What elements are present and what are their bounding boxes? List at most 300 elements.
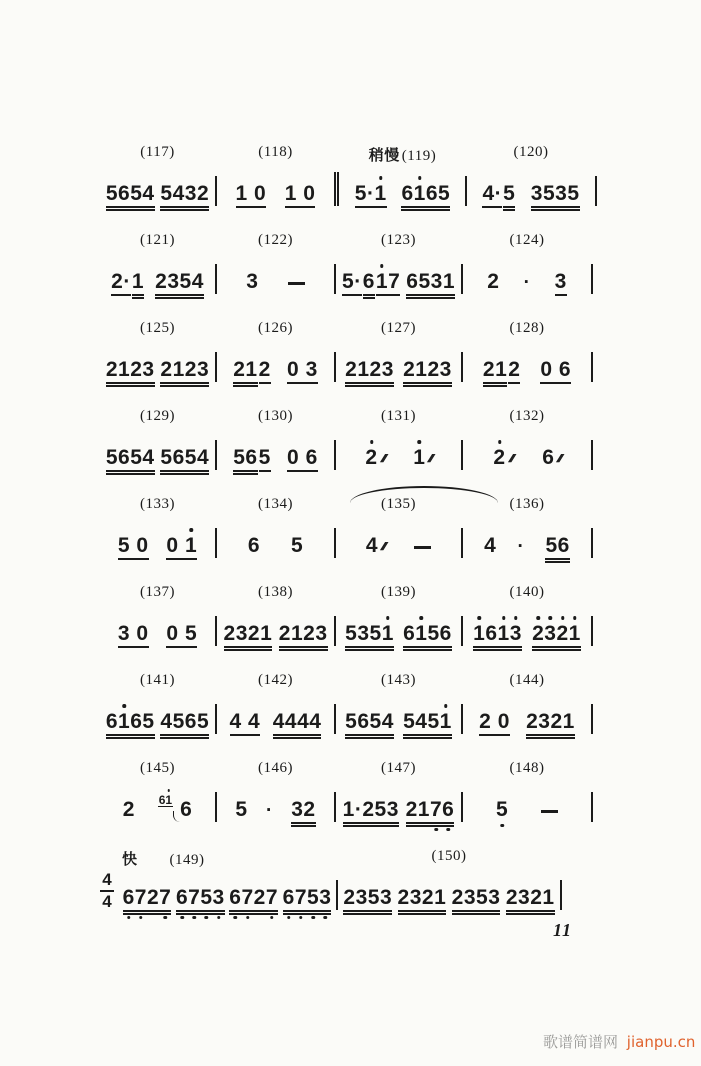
note-group: [259, 447, 271, 468]
measure: [336, 408, 461, 478]
beam-line: [106, 385, 155, 387]
beat-group: [496, 799, 508, 820]
note-digit: 5: [290, 534, 304, 557]
note-group: [291, 799, 315, 820]
note-group: [452, 887, 501, 908]
note-group: [106, 447, 155, 468]
note-digit: 6: [172, 446, 185, 469]
note-digit: 2: [303, 622, 316, 645]
beam-line: [291, 822, 315, 824]
beam-line: [273, 737, 322, 739]
note-group: [180, 799, 192, 820]
note-digit: 3: [518, 886, 531, 909]
note-digit: 6: [485, 622, 498, 645]
note-group: [176, 887, 225, 908]
note-digit: 6: [558, 358, 572, 381]
beat-group: [487, 271, 499, 292]
note-digit: 3: [538, 710, 551, 733]
note-digit: 3: [184, 182, 197, 205]
note-group: [160, 359, 209, 380]
measure-number: (139): [381, 584, 416, 600]
note-digit: 4: [142, 182, 155, 205]
measure-number: (122): [258, 232, 293, 248]
beam-line: [403, 646, 452, 648]
note-digit: 5: [438, 182, 451, 205]
note-group: [160, 447, 209, 468]
measure: [463, 672, 591, 742]
note-group: [403, 623, 452, 644]
note-digit: 6: [357, 710, 370, 733]
beam-line: [531, 206, 580, 208]
beam-line: [406, 825, 455, 827]
beat-group: [482, 183, 515, 204]
beam-line: [401, 209, 450, 211]
measure-notes: [463, 431, 591, 479]
measure: [336, 584, 461, 654]
beat-group: [123, 799, 135, 820]
note-group: [398, 887, 447, 908]
note-group: [487, 271, 499, 292]
beat-group: [479, 711, 510, 732]
note-group: [266, 801, 273, 820]
beam-line: [540, 382, 571, 384]
beat-group: [532, 623, 581, 644]
note-digit: 6: [442, 799, 454, 820]
measure: [336, 496, 461, 566]
note-digit: 2: [403, 358, 416, 381]
note-digit: 3: [379, 886, 393, 909]
beat-group: [246, 271, 258, 292]
note-digit: 1: [185, 535, 197, 556]
measure: [217, 408, 334, 478]
beat-group: [236, 183, 267, 204]
measure-number: (149): [169, 852, 205, 868]
measure-label-line: [100, 320, 215, 343]
beam-line: [482, 206, 502, 208]
measure: [463, 760, 591, 830]
beam-line: [526, 734, 575, 736]
measure-notes: [463, 519, 591, 567]
measure-notes: [100, 255, 215, 303]
measure-notes: [100, 431, 215, 479]
note-digit: 1: [569, 623, 581, 644]
measure-number: (127): [381, 320, 416, 336]
note-group: [526, 711, 575, 732]
note-digit: 4: [160, 710, 173, 733]
beat-group: [343, 799, 399, 820]
measure-notes: [336, 519, 461, 567]
note-digit: 2: [258, 358, 271, 381]
measure: [217, 760, 334, 830]
note-digit: 2: [526, 710, 539, 733]
note-digit: 3: [430, 270, 443, 293]
beam-line: [224, 646, 273, 648]
note-digit: 3: [357, 622, 370, 645]
octave-dot-below: [192, 916, 196, 920]
measure-number: (125): [140, 320, 175, 336]
note-digit: ·: [354, 798, 363, 821]
measure: [100, 144, 215, 214]
note-group: [160, 711, 209, 732]
beat-group: [345, 711, 394, 732]
octave-dot-above: [379, 176, 383, 180]
double-barline: [334, 172, 336, 206]
note-digit: 6: [247, 534, 261, 557]
beam-line: [160, 734, 209, 736]
end-barline: [591, 528, 593, 558]
note-digit: 1: [473, 623, 485, 644]
beam-line: [376, 294, 400, 296]
measure-label-line: [100, 144, 215, 167]
end-barline: [560, 880, 562, 910]
note-digit: 4: [196, 446, 210, 469]
beat-group: [403, 711, 452, 732]
note-digit: 6: [118, 182, 131, 205]
score: [100, 126, 620, 918]
beat-group: [406, 271, 455, 292]
measure-notes: [463, 783, 591, 831]
note-digit: 4: [484, 534, 497, 557]
measure-notes: [217, 519, 334, 567]
page-number: 11: [553, 920, 573, 940]
measure: [100, 496, 215, 566]
beat-group: [287, 447, 318, 468]
note-digit: 3: [291, 798, 304, 821]
measure-label-line: [217, 144, 334, 167]
beat-group: [366, 535, 384, 556]
measure-label-line: [336, 672, 461, 695]
note-digit: 4: [229, 710, 242, 733]
beam-line: [224, 649, 273, 651]
tempo-marking: 快: [122, 850, 138, 868]
measure-notes: [463, 695, 591, 743]
beat-group: [345, 623, 394, 644]
beam-line: [123, 913, 172, 915]
octave-dot-below: [180, 916, 184, 920]
note-group: [376, 271, 400, 292]
note-digit: 5: [418, 270, 431, 293]
note-digit: 6: [542, 446, 555, 469]
measure-notes: [338, 871, 560, 919]
beat-group: [123, 887, 172, 908]
beam-line: [106, 209, 155, 211]
note-digit: 5: [196, 710, 210, 733]
note-group: [106, 359, 155, 380]
measure-notes: [217, 431, 334, 479]
beat-group: [345, 359, 394, 380]
measure-label-line: [336, 408, 461, 431]
measure-number: (138): [258, 584, 293, 600]
beat-group: [542, 446, 563, 469]
beam-line: [236, 206, 267, 208]
note-group: [345, 623, 394, 644]
note-digit: 0: [136, 534, 149, 557]
note-digit: 3: [510, 623, 522, 644]
note-group: [555, 271, 567, 292]
beam-line: [531, 209, 580, 211]
beam-line: [160, 473, 209, 475]
note-digit: 2: [345, 358, 358, 381]
measure-notes: [217, 343, 334, 391]
note-group: [229, 887, 278, 908]
note-digit: 0: [497, 710, 510, 733]
note-digit: 1: [382, 623, 394, 644]
note-digit: 1: [374, 183, 386, 204]
note-digit: 3: [213, 887, 225, 908]
score-row: [100, 214, 620, 302]
note-digit: 5: [496, 799, 508, 820]
note-digit: 3: [409, 886, 422, 909]
note-digit: 5: [403, 710, 416, 733]
time-signature-top: 4: [102, 870, 112, 889]
beam-line: [160, 737, 209, 739]
octave-dot-above: [549, 616, 553, 620]
measure: [463, 584, 591, 654]
note-digit: 5: [345, 622, 358, 645]
note-digit: 1: [498, 623, 510, 644]
beam-line: [160, 382, 209, 384]
note-digit: 1: [260, 622, 273, 645]
beat-group: [285, 183, 316, 204]
measure-notes: [336, 431, 461, 479]
measure-label-line: [100, 232, 215, 255]
measure: [217, 496, 334, 566]
note-group: [401, 183, 450, 204]
note-digit: 4: [482, 182, 495, 205]
note-digit: 3: [355, 886, 368, 909]
octave-dot-above: [561, 616, 565, 620]
octave-dot-below: [217, 916, 221, 920]
beat-group: [233, 447, 271, 468]
note-digit: 2: [550, 710, 563, 733]
beam-line: [166, 558, 197, 560]
note-group: [246, 271, 258, 292]
note-group: [287, 447, 318, 468]
beat-group: [224, 623, 273, 644]
note-digit: 0: [136, 622, 149, 645]
measure-number: (120): [513, 144, 549, 160]
beat-group: [524, 273, 531, 292]
beat-group: [118, 535, 149, 556]
tremolo-icon: ///: [379, 453, 386, 465]
note-digit: 7: [188, 887, 200, 908]
note-digit: 5: [142, 710, 155, 733]
note-digit: 2: [427, 358, 440, 381]
score-row: [100, 830, 620, 918]
note-digit: 7: [135, 887, 147, 908]
note-digit: 5: [427, 710, 440, 733]
note-group: [483, 359, 507, 380]
note-digit: 4: [172, 182, 185, 205]
beat-group: [176, 887, 225, 908]
beat-group: [266, 801, 273, 820]
octave-dot-above: [418, 440, 422, 444]
note-group: [496, 799, 508, 820]
beat-group: [545, 535, 569, 556]
beam-line: [403, 737, 452, 739]
beat-group: [106, 183, 155, 204]
beat-group: [413, 446, 434, 469]
measure-label-line: [340, 144, 465, 167]
note-digit: 3: [555, 182, 568, 205]
note-group: [166, 535, 197, 556]
measure-number: (145): [140, 760, 175, 776]
beam-line: [473, 649, 522, 651]
note-digit: 1: [245, 358, 258, 381]
note-digit: 3: [386, 798, 399, 821]
beat-group: [160, 447, 209, 468]
score-row: [100, 126, 620, 214]
note-digit: 3: [142, 358, 155, 381]
note-digit: 1: [290, 622, 304, 645]
octave-dot-above: [167, 789, 170, 792]
beat-group: [111, 271, 144, 292]
note-group: [540, 359, 571, 380]
watermark-site-url[interactable]: jianpu.cn: [626, 1033, 696, 1051]
note-digit: 6: [180, 798, 193, 821]
note-digit: 2: [508, 358, 521, 381]
measure-label-line: [100, 496, 215, 519]
note-digit: 5: [345, 710, 358, 733]
note-group: [403, 359, 452, 380]
beat-group: [155, 271, 204, 292]
note-digit: 1: [118, 358, 131, 381]
note-digit: 5: [200, 887, 212, 908]
note-digit: 2: [397, 886, 410, 909]
beam-line: [343, 913, 392, 915]
beam-line: [345, 737, 394, 739]
note-digit: 4: [365, 534, 379, 557]
score-row: [100, 478, 620, 566]
beam-line: [155, 294, 204, 296]
note-group: [160, 183, 209, 204]
beam-line: [287, 470, 318, 472]
note-digit: 1: [118, 711, 130, 732]
beam-line: [106, 206, 155, 208]
note-digit: 1: [131, 270, 144, 293]
measure-number: (148): [509, 760, 545, 776]
beam-line: [285, 206, 316, 208]
note-digit: 1: [284, 182, 297, 205]
beam-line: [279, 646, 328, 648]
note-digit: 3: [319, 887, 331, 908]
note-digit: 4: [142, 446, 155, 469]
measure-label-line: [336, 584, 461, 607]
end-barline: [591, 704, 593, 734]
note-group: [230, 711, 261, 732]
note-group: [259, 359, 271, 380]
octave-dot-below: [139, 916, 143, 920]
beam-line: [229, 910, 278, 912]
octave-dot-below: [164, 916, 168, 920]
measure-notes: [336, 255, 461, 303]
beat-group: [506, 887, 555, 908]
grace-note-group: [158, 793, 193, 821]
note-digit: 2: [421, 886, 435, 909]
note-digit: 4: [248, 710, 261, 733]
note-digit: 0: [303, 182, 316, 205]
octave-dot-above: [573, 616, 577, 620]
measure-number: (150): [431, 848, 467, 864]
measure-notes: [336, 607, 461, 655]
beam-line: [106, 737, 155, 739]
beam-line: [233, 473, 257, 475]
measure: [100, 320, 215, 390]
tremolo-icon: ///: [379, 541, 386, 553]
octave-dot-below: [311, 916, 315, 920]
measure-label-line: [217, 496, 334, 519]
beam-line: [166, 646, 197, 648]
note-digit: 2: [111, 270, 124, 293]
note-group: [542, 446, 563, 469]
tremolo-icon: ///: [556, 453, 563, 465]
note-digit: ·: [517, 536, 525, 557]
note-group: [343, 799, 399, 820]
note-digit: 5: [130, 446, 143, 469]
slur-arc: [350, 486, 498, 504]
octave-dot-above: [380, 264, 384, 268]
end-barline: [591, 616, 593, 646]
note-digit: ·: [366, 182, 375, 205]
note-digit: 3: [246, 270, 259, 293]
note-digit: ·: [523, 272, 531, 293]
beat-group: [484, 535, 496, 556]
measure-label-line: [463, 760, 591, 783]
measure-notes: [100, 695, 215, 743]
beam-line: [532, 649, 581, 651]
beam-line: [106, 382, 155, 384]
note-digit: 2: [405, 798, 418, 821]
note-group: [503, 183, 515, 204]
note-digit: 3: [530, 182, 543, 205]
time-signature-bottom: 4: [102, 892, 112, 911]
note-digit: 7: [295, 887, 307, 908]
beat-group: [160, 183, 209, 204]
note-digit: 3: [544, 623, 556, 644]
beam-line: [503, 206, 515, 208]
measure-notes: [118, 871, 336, 919]
note-digit: 2: [303, 798, 316, 821]
octave-dot-above: [370, 440, 374, 444]
score-row: [100, 654, 620, 742]
beam-line: [176, 913, 225, 915]
measure-number: (132): [509, 408, 545, 424]
measure-label-line: [217, 672, 334, 695]
octave-dot-above: [498, 440, 502, 444]
octave-dot-below: [500, 824, 504, 828]
beat-group: [473, 623, 522, 644]
note-digit: 5: [258, 446, 271, 469]
note-digit: 2: [233, 358, 246, 381]
note-digit: 6: [283, 887, 295, 908]
note-group: [283, 887, 332, 908]
note-digit: 5: [545, 534, 558, 557]
measure: [463, 496, 591, 566]
note-group: [406, 271, 455, 292]
note-digit: ·: [123, 270, 131, 293]
note-digit: 7: [266, 887, 278, 908]
octave-dot-below: [234, 916, 238, 920]
watermark: [543, 1031, 695, 1052]
note-digit: 3: [439, 358, 452, 381]
note-digit: 6: [362, 270, 375, 293]
beam-line: [229, 913, 278, 915]
note-group: [233, 359, 257, 380]
octave-dot-below: [127, 916, 131, 920]
measure: [217, 144, 334, 214]
measure-notes: [463, 255, 591, 303]
note-group: [224, 623, 273, 644]
